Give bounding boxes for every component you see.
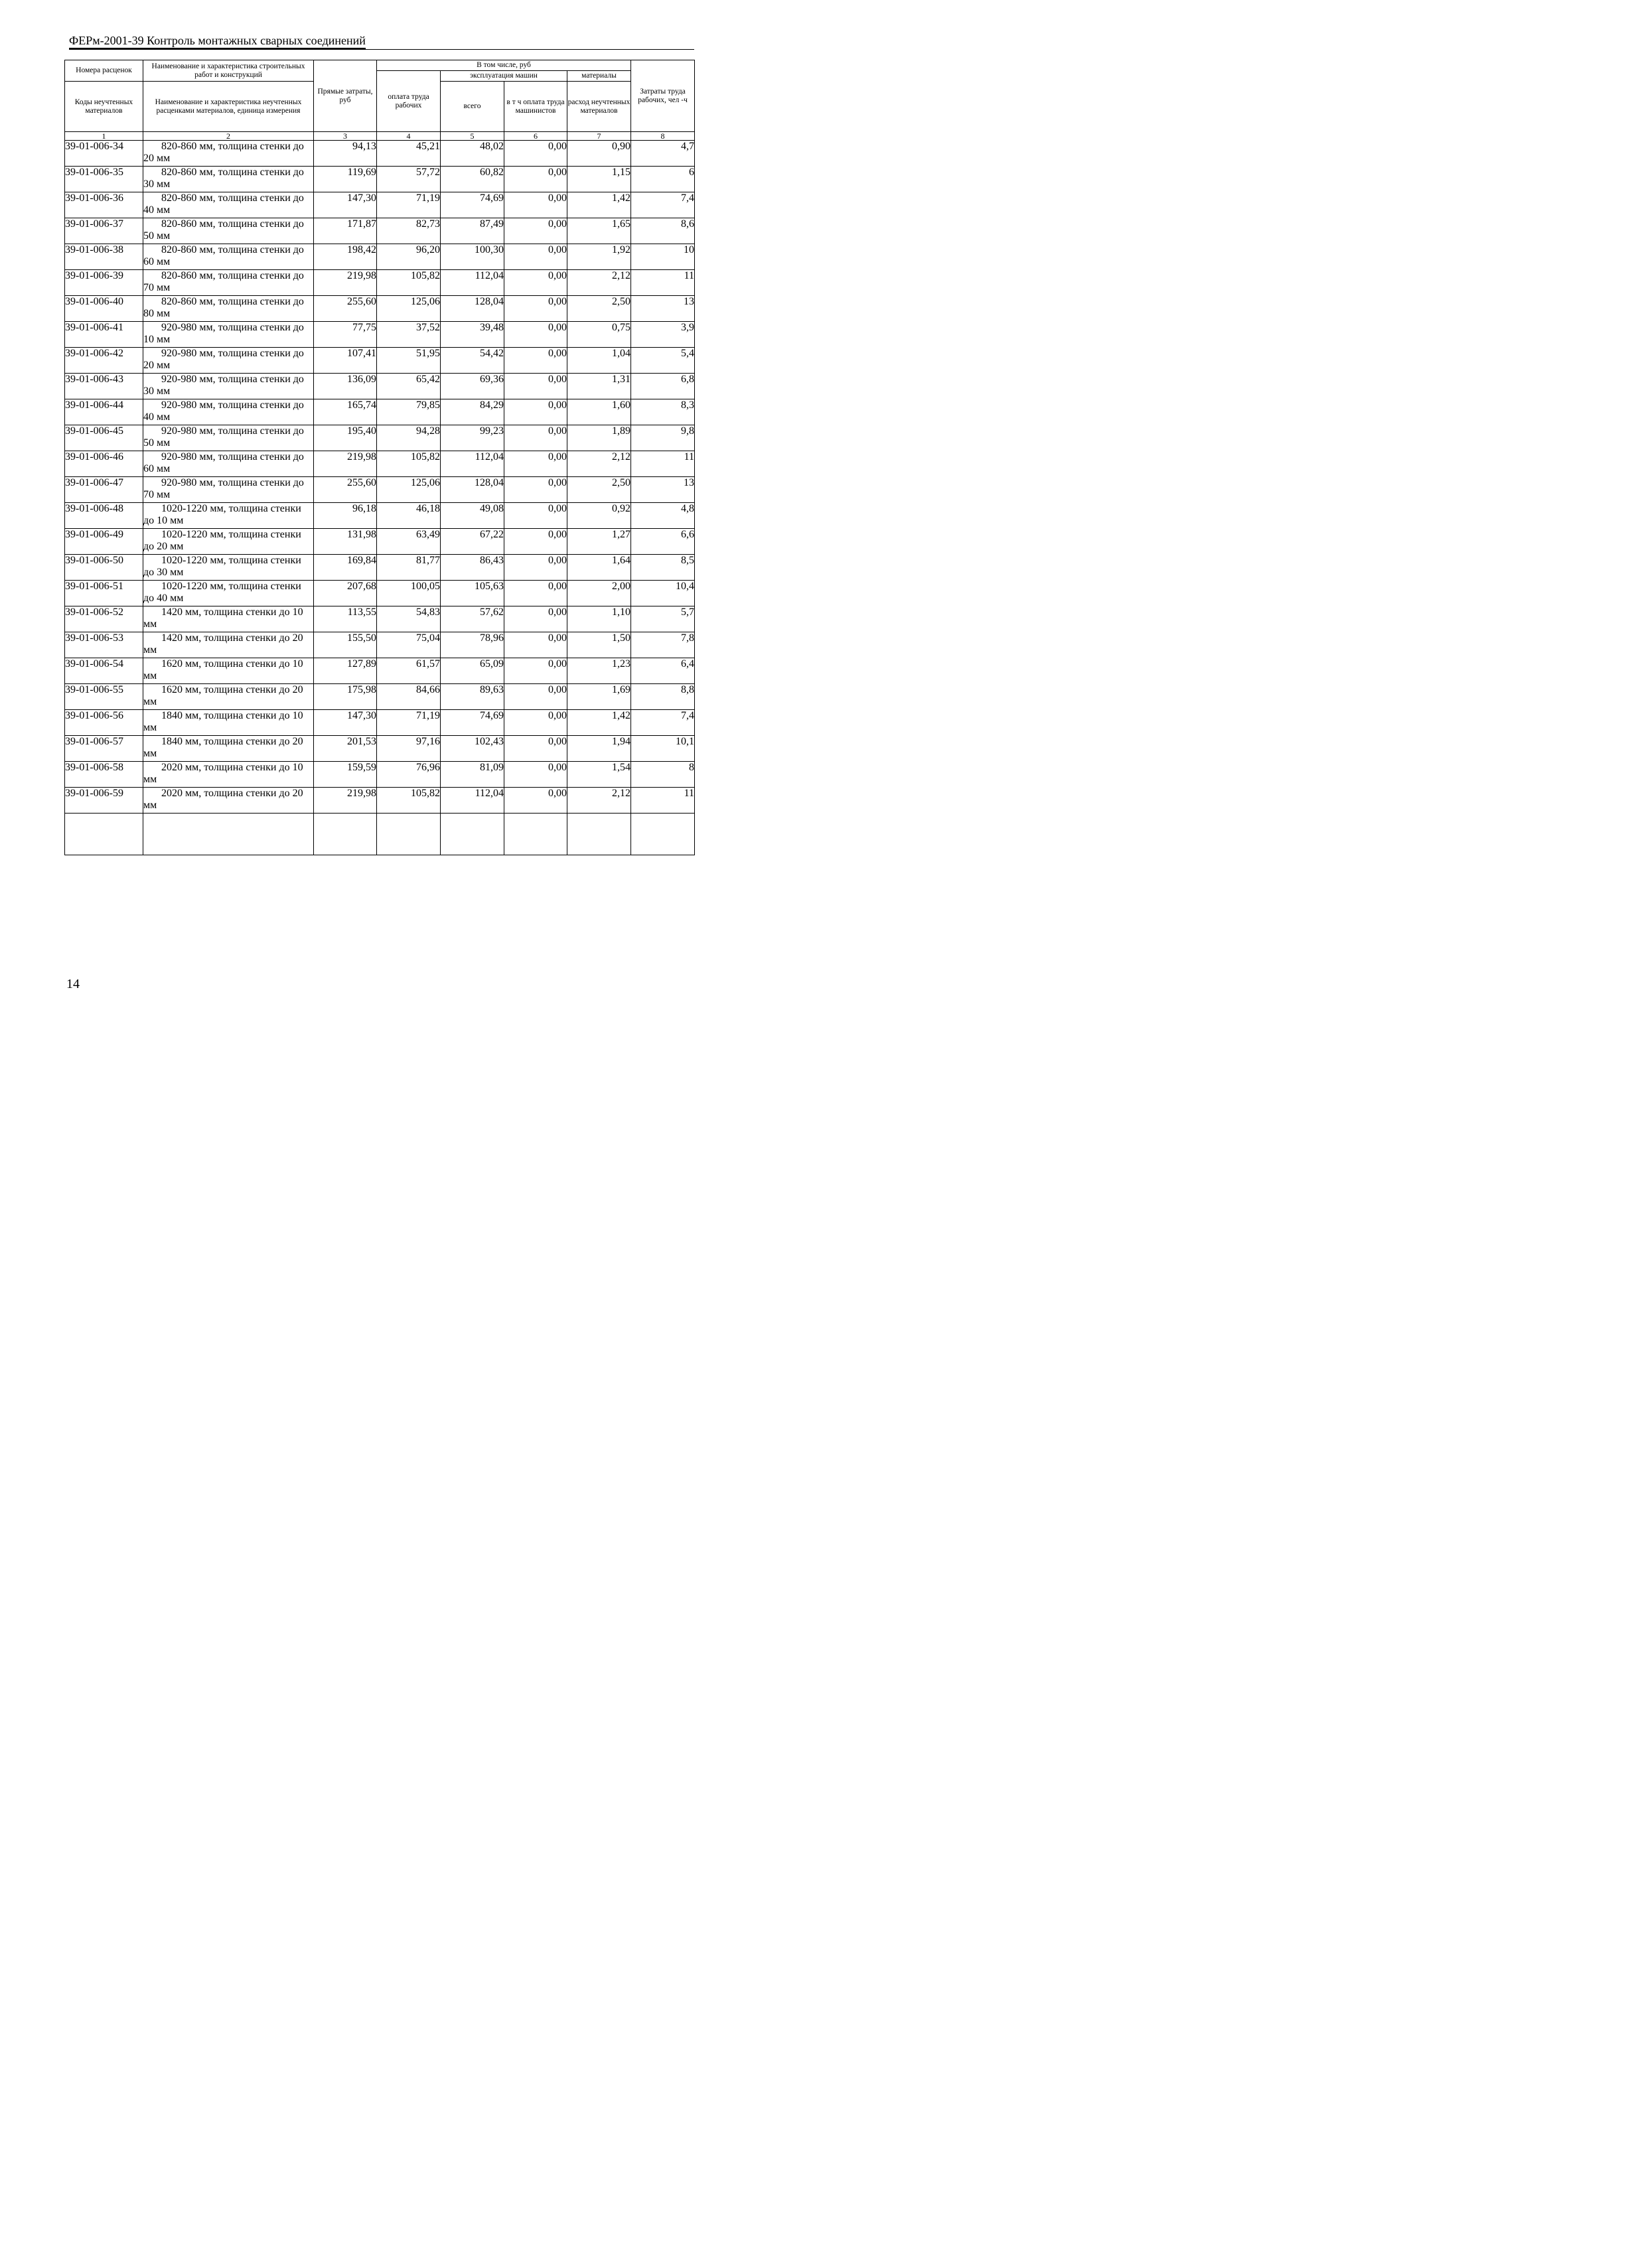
work-description: 920-980 мм, толщина стенки до 70 мм	[143, 477, 314, 503]
labor-hours-value: 6	[631, 167, 695, 192]
machines-total-value: 112,04	[441, 788, 504, 814]
column-number: 4	[377, 132, 441, 141]
machinist-pay-value: 0,00	[504, 503, 567, 529]
labor-pay-value: 105,82	[377, 270, 441, 296]
materials-value: 1,15	[567, 167, 631, 192]
machines-total-value: 69,36	[441, 374, 504, 399]
labor-hours-value: 10,4	[631, 581, 695, 606]
labor-hours-value: 3,9	[631, 322, 695, 348]
table-row	[65, 503, 695, 529]
direct-costs-value: 77,75	[314, 322, 377, 348]
machinist-pay-value: 0,00	[504, 374, 567, 399]
direct-costs-value: 113,55	[314, 606, 377, 632]
table-body	[65, 141, 695, 814]
machines-total-value: 60,82	[441, 167, 504, 192]
document-title-text: ФЕРм-2001-39 Контроль монтажных сварных соединений	[69, 33, 366, 49]
direct-costs-value: 207,68	[314, 581, 377, 606]
machines-total-value: 102,43	[441, 736, 504, 762]
machinist-pay-value: 0,00	[504, 244, 567, 270]
machines-total-value: 105,63	[441, 581, 504, 606]
materials-value: 2,00	[567, 581, 631, 606]
work-description: 820-860 мм, толщина стенки до 80 мм	[143, 296, 314, 322]
direct-costs-value: 147,30	[314, 710, 377, 736]
work-description: 920-980 мм, толщина стенки до 60 мм	[143, 451, 314, 477]
machinist-pay-value: 0,00	[504, 788, 567, 814]
machines-total-value: 65,09	[441, 658, 504, 684]
machinist-pay-value: 0,00	[504, 322, 567, 348]
work-description: 1420 мм, толщина стенки до 20 мм	[143, 632, 314, 658]
machinist-pay-value: 0,00	[504, 296, 567, 322]
materials-value: 2,12	[567, 451, 631, 477]
direct-costs-value: 198,42	[314, 244, 377, 270]
work-description: 1420 мм, толщина стенки до 10 мм	[143, 606, 314, 632]
work-description: 920-980 мм, толщина стенки до 30 мм	[143, 374, 314, 399]
labor-hours-value: 8,5	[631, 555, 695, 581]
table-row	[65, 374, 695, 399]
labor-hours-value: 4,8	[631, 503, 695, 529]
table-row	[65, 399, 695, 425]
direct-costs-value: 165,74	[314, 399, 377, 425]
direct-costs-value: 171,87	[314, 218, 377, 244]
labor-hours-value: 11	[631, 451, 695, 477]
rate-code: 39-01-006-37	[65, 218, 143, 244]
materials-value: 0,92	[567, 503, 631, 529]
work-description: 1020-1220 мм, толщина стенки до 30 мм	[143, 555, 314, 581]
labor-pay-value: 94,28	[377, 425, 441, 451]
direct-costs-value: 131,98	[314, 529, 377, 555]
rate-code: 39-01-006-38	[65, 244, 143, 270]
column-number: 3	[314, 132, 377, 141]
work-description: 1840 мм, толщина стенки до 20 мм	[143, 736, 314, 762]
labor-pay-value: 37,52	[377, 322, 441, 348]
column-number: 5	[441, 132, 504, 141]
rate-code: 39-01-006-46	[65, 451, 143, 477]
table-row	[65, 192, 695, 218]
labor-pay-value: 65,42	[377, 374, 441, 399]
labor-hours-value: 5,4	[631, 348, 695, 374]
machines-total-value: 67,22	[441, 529, 504, 555]
machinist-pay-value: 0,00	[504, 632, 567, 658]
header-rate-numbers: Номера расценок	[65, 60, 143, 82]
machines-total-value: 112,04	[441, 270, 504, 296]
labor-hours-value: 13	[631, 477, 695, 503]
header-labor-pay: оплата труда рабочих	[377, 71, 441, 132]
work-description: 1840 мм, толщина стенки до 10 мм	[143, 710, 314, 736]
table-row	[65, 684, 695, 710]
machinist-pay-value: 0,00	[504, 529, 567, 555]
machinist-pay-value: 0,00	[504, 581, 567, 606]
rate-code: 39-01-006-55	[65, 684, 143, 710]
table-row	[65, 658, 695, 684]
machinist-pay-value: 0,00	[504, 167, 567, 192]
table-row	[65, 244, 695, 270]
labor-hours-value: 4,7	[631, 141, 695, 167]
work-description: 2020 мм, толщина стенки до 20 мм	[143, 788, 314, 814]
machinist-pay-value: 0,00	[504, 658, 567, 684]
labor-pay-value: 81,77	[377, 555, 441, 581]
materials-value: 1,50	[567, 632, 631, 658]
direct-costs-value: 127,89	[314, 658, 377, 684]
direct-costs-value: 119,69	[314, 167, 377, 192]
materials-value: 1,64	[567, 555, 631, 581]
table-row	[65, 296, 695, 322]
materials-value: 2,12	[567, 270, 631, 296]
machines-total-value: 86,43	[441, 555, 504, 581]
labor-pay-value: 61,57	[377, 658, 441, 684]
table-row	[65, 606, 695, 632]
machinist-pay-value: 0,00	[504, 399, 567, 425]
work-description: 920-980 мм, толщина стенки до 40 мм	[143, 399, 314, 425]
header-unaccounted-materials: расход неучтенных материалов	[567, 82, 631, 132]
table-row	[65, 270, 695, 296]
table-row	[65, 710, 695, 736]
labor-pay-value: 45,21	[377, 141, 441, 167]
machinist-pay-value: 0,00	[504, 451, 567, 477]
labor-hours-value: 8,8	[631, 684, 695, 710]
rate-code: 39-01-006-52	[65, 606, 143, 632]
rate-code: 39-01-006-36	[65, 192, 143, 218]
header-direct-costs: Прямые затраты, руб	[314, 60, 377, 132]
column-number: 1	[65, 132, 143, 141]
header-material-name: Наименование и характеристика неучтенных расценками материалов, единица измерения	[143, 82, 314, 132]
labor-pay-value: 75,04	[377, 632, 441, 658]
work-description: 820-860 мм, толщина стенки до 50 мм	[143, 218, 314, 244]
labor-pay-value: 79,85	[377, 399, 441, 425]
work-description: 2020 мм, толщина стенки до 10 мм	[143, 762, 314, 788]
labor-pay-value: 84,66	[377, 684, 441, 710]
machines-total-value: 74,69	[441, 192, 504, 218]
column-number-row	[65, 132, 695, 141]
machines-total-value: 39,48	[441, 322, 504, 348]
labor-pay-value: 97,16	[377, 736, 441, 762]
machinist-pay-value: 0,00	[504, 606, 567, 632]
materials-value: 0,75	[567, 322, 631, 348]
rate-code: 39-01-006-53	[65, 632, 143, 658]
labor-hours-value: 8,3	[631, 399, 695, 425]
table-header	[65, 60, 695, 141]
work-description: 1620 мм, толщина стенки до 10 мм	[143, 658, 314, 684]
materials-value: 1,31	[567, 374, 631, 399]
table-row	[65, 167, 695, 192]
work-description: 1020-1220 мм, толщина стенки до 40 мм	[143, 581, 314, 606]
direct-costs-value: 219,98	[314, 270, 377, 296]
rate-code: 39-01-006-42	[65, 348, 143, 374]
machines-total-value: 84,29	[441, 399, 504, 425]
labor-pay-value: 125,06	[377, 477, 441, 503]
materials-value: 1,54	[567, 762, 631, 788]
machinist-pay-value: 0,00	[504, 710, 567, 736]
rate-code: 39-01-006-59	[65, 788, 143, 814]
rate-code: 39-01-006-45	[65, 425, 143, 451]
direct-costs-value: 201,53	[314, 736, 377, 762]
machinist-pay-value: 0,00	[504, 425, 567, 451]
table-row	[65, 529, 695, 555]
materials-value: 1,94	[567, 736, 631, 762]
table-row	[65, 451, 695, 477]
machines-total-value: 89,63	[441, 684, 504, 710]
labor-pay-value: 51,95	[377, 348, 441, 374]
work-description: 1620 мм, толщина стенки до 20 мм	[143, 684, 314, 710]
materials-value: 1,92	[567, 244, 631, 270]
direct-costs-value: 219,98	[314, 451, 377, 477]
machinist-pay-value: 0,00	[504, 141, 567, 167]
table-row	[65, 348, 695, 374]
machinist-pay-value: 0,00	[504, 192, 567, 218]
rates-table	[64, 60, 695, 855]
machinist-pay-value: 0,00	[504, 348, 567, 374]
table-row	[65, 141, 695, 167]
work-description: 820-860 мм, толщина стенки до 60 мм	[143, 244, 314, 270]
rate-code: 39-01-006-41	[65, 322, 143, 348]
labor-hours-value: 6,8	[631, 374, 695, 399]
labor-hours-value: 5,7	[631, 606, 695, 632]
work-description: 920-980 мм, толщина стенки до 10 мм	[143, 322, 314, 348]
rate-code: 39-01-006-47	[65, 477, 143, 503]
direct-costs-value: 255,60	[314, 477, 377, 503]
rate-code: 39-01-006-39	[65, 270, 143, 296]
page-number: 14	[66, 977, 80, 991]
rate-code: 39-01-006-48	[65, 503, 143, 529]
materials-value: 2,50	[567, 296, 631, 322]
direct-costs-value: 159,59	[314, 762, 377, 788]
machinist-pay-value: 0,00	[504, 736, 567, 762]
materials-value: 1,42	[567, 710, 631, 736]
direct-costs-value: 195,40	[314, 425, 377, 451]
rate-code: 39-01-006-57	[65, 736, 143, 762]
labor-pay-value: 71,19	[377, 710, 441, 736]
direct-costs-value: 107,41	[314, 348, 377, 374]
labor-pay-value: 82,73	[377, 218, 441, 244]
direct-costs-value: 175,98	[314, 684, 377, 710]
header-machinist-pay: в т ч оплата труда машинистов	[504, 82, 567, 132]
table-row	[65, 425, 695, 451]
rate-code: 39-01-006-40	[65, 296, 143, 322]
materials-value: 1,10	[567, 606, 631, 632]
labor-hours-value: 7,4	[631, 710, 695, 736]
machines-total-value: 112,04	[441, 451, 504, 477]
labor-hours-value: 7,8	[631, 632, 695, 658]
direct-costs-value: 219,98	[314, 788, 377, 814]
machines-total-value: 74,69	[441, 710, 504, 736]
direct-costs-value: 169,84	[314, 555, 377, 581]
rate-code: 39-01-006-50	[65, 555, 143, 581]
labor-pay-value: 105,82	[377, 451, 441, 477]
labor-hours-value: 8	[631, 762, 695, 788]
labor-hours-value: 11	[631, 788, 695, 814]
direct-costs-value: 155,50	[314, 632, 377, 658]
work-description: 1020-1220 мм, толщина стенки до 20 мм	[143, 529, 314, 555]
machines-total-value: 87,49	[441, 218, 504, 244]
machines-total-value: 100,30	[441, 244, 504, 270]
table-row	[65, 762, 695, 788]
labor-hours-value: 6,4	[631, 658, 695, 684]
direct-costs-value: 94,13	[314, 141, 377, 167]
rate-code: 39-01-006-51	[65, 581, 143, 606]
column-number: 6	[504, 132, 567, 141]
labor-hours-value: 10	[631, 244, 695, 270]
header-including: В том числе, руб	[377, 60, 631, 71]
labor-hours-value: 10,1	[631, 736, 695, 762]
machines-total-value: 128,04	[441, 296, 504, 322]
labor-pay-value: 96,20	[377, 244, 441, 270]
labor-pay-value: 125,06	[377, 296, 441, 322]
labor-pay-value: 63,49	[377, 529, 441, 555]
materials-value: 1,69	[567, 684, 631, 710]
rate-code: 39-01-006-34	[65, 141, 143, 167]
machinist-pay-value: 0,00	[504, 218, 567, 244]
labor-pay-value: 54,83	[377, 606, 441, 632]
materials-value: 1,89	[567, 425, 631, 451]
labor-pay-value: 71,19	[377, 192, 441, 218]
materials-value: 1,65	[567, 218, 631, 244]
work-description: 820-860 мм, толщина стенки до 20 мм	[143, 141, 314, 167]
machines-total-value: 48,02	[441, 141, 504, 167]
header-machine-operation: эксплуатация машин	[441, 71, 567, 82]
labor-hours-value: 7,4	[631, 192, 695, 218]
header-material-codes: Коды неучтенных материалов	[65, 82, 143, 132]
machines-total-value: 128,04	[441, 477, 504, 503]
machinist-pay-value: 0,00	[504, 477, 567, 503]
machinist-pay-value: 0,00	[504, 555, 567, 581]
document-title	[69, 33, 694, 50]
column-number: 7	[567, 132, 631, 141]
machinist-pay-value: 0,00	[504, 762, 567, 788]
labor-hours-value: 8,6	[631, 218, 695, 244]
direct-costs-value: 255,60	[314, 296, 377, 322]
direct-costs-value: 147,30	[314, 192, 377, 218]
header-work-name: Наименование и характеристика строительных работ и конструкций	[143, 60, 314, 82]
machinist-pay-value: 0,00	[504, 684, 567, 710]
table-row	[65, 736, 695, 762]
machines-total-value: 54,42	[441, 348, 504, 374]
rate-code: 39-01-006-43	[65, 374, 143, 399]
table-blank-space	[65, 814, 695, 855]
labor-pay-value: 46,18	[377, 503, 441, 529]
machines-total-value: 78,96	[441, 632, 504, 658]
labor-pay-value: 105,82	[377, 788, 441, 814]
materials-value: 1,60	[567, 399, 631, 425]
labor-pay-value: 100,05	[377, 581, 441, 606]
work-description: 920-980 мм, толщина стенки до 50 мм	[143, 425, 314, 451]
rate-code: 39-01-006-35	[65, 167, 143, 192]
materials-value: 1,27	[567, 529, 631, 555]
labor-hours-value: 13	[631, 296, 695, 322]
materials-value: 1,42	[567, 192, 631, 218]
rate-code: 39-01-006-44	[65, 399, 143, 425]
header-machines-total: всего	[441, 82, 504, 132]
column-number: 8	[631, 132, 695, 141]
table-row	[65, 788, 695, 814]
table-row	[65, 218, 695, 244]
rate-code: 39-01-006-49	[65, 529, 143, 555]
header-labor-costs: Затраты труда рабочих, чел -ч	[631, 60, 695, 132]
rate-code: 39-01-006-56	[65, 710, 143, 736]
materials-value: 0,90	[567, 141, 631, 167]
work-description: 820-860 мм, толщина стенки до 30 мм	[143, 167, 314, 192]
materials-value: 2,50	[567, 477, 631, 503]
column-number: 2	[143, 132, 314, 141]
direct-costs-value: 136,09	[314, 374, 377, 399]
labor-hours-value: 11	[631, 270, 695, 296]
table-row	[65, 581, 695, 606]
work-description: 820-860 мм, толщина стенки до 40 мм	[143, 192, 314, 218]
direct-costs-value: 96,18	[314, 503, 377, 529]
table-row	[65, 322, 695, 348]
materials-value: 1,04	[567, 348, 631, 374]
work-description: 1020-1220 мм, толщина стенки до 10 мм	[143, 503, 314, 529]
rate-code: 39-01-006-54	[65, 658, 143, 684]
labor-hours-value: 9,8	[631, 425, 695, 451]
rate-code: 39-01-006-58	[65, 762, 143, 788]
table-row	[65, 555, 695, 581]
labor-hours-value: 6,6	[631, 529, 695, 555]
machinist-pay-value: 0,00	[504, 270, 567, 296]
labor-pay-value: 76,96	[377, 762, 441, 788]
work-description: 820-860 мм, толщина стенки до 70 мм	[143, 270, 314, 296]
machines-total-value: 57,62	[441, 606, 504, 632]
table-row	[65, 632, 695, 658]
machines-total-value: 81,09	[441, 762, 504, 788]
header-materials: материалы	[567, 71, 631, 82]
machines-total-value: 99,23	[441, 425, 504, 451]
labor-pay-value: 57,72	[377, 167, 441, 192]
materials-value: 2,12	[567, 788, 631, 814]
materials-value: 1,23	[567, 658, 631, 684]
machines-total-value: 49,08	[441, 503, 504, 529]
table-row	[65, 477, 695, 503]
work-description: 920-980 мм, толщина стенки до 20 мм	[143, 348, 314, 374]
